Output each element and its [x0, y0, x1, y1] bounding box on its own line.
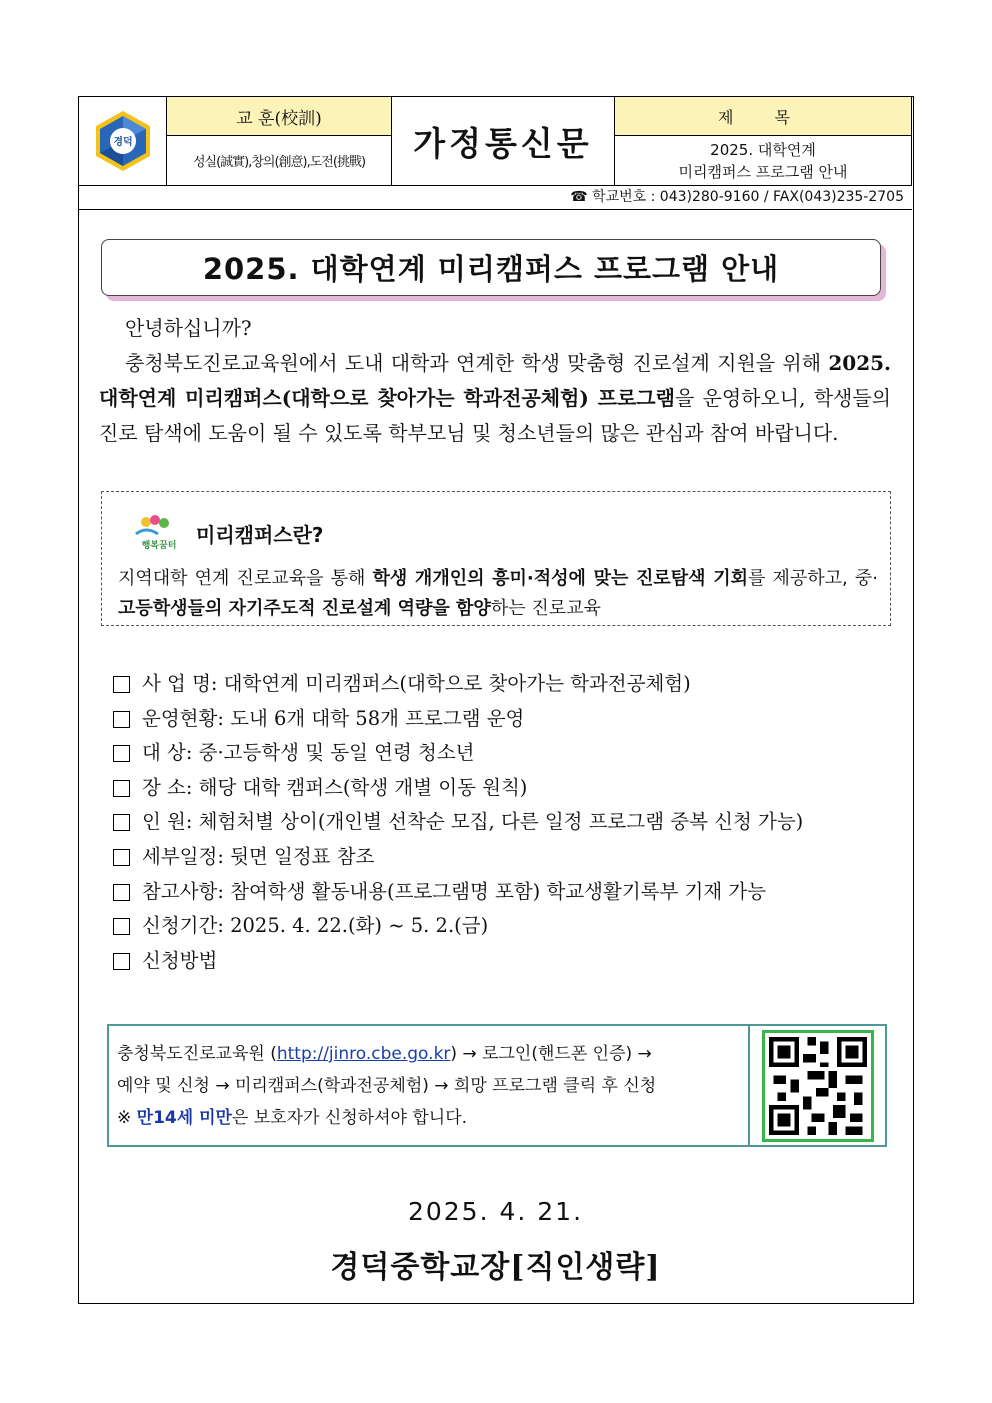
- def-text-bold-1: 학생 개개인의 흥미·적성에 맞는 진로탐색 기회: [372, 568, 748, 589]
- letter-header: [79, 97, 912, 186]
- checkbox-icon: [113, 780, 130, 797]
- apply-line-3: [117, 1102, 747, 1134]
- def-text-a: 지역대학 연계 진로교육을 통해: [118, 568, 373, 589]
- subject-label: 제 목: [615, 97, 911, 136]
- definition-heading: [128, 512, 324, 554]
- list-item: [113, 736, 893, 771]
- document-page: [78, 96, 914, 1304]
- apply-text: 충청북도진로교육원 (: [117, 1044, 277, 1064]
- logo-text: 행복꿈터: [141, 541, 177, 551]
- application-instructions: [117, 1038, 747, 1134]
- jinro-website-link[interactable]: http://jinro.cbe.go.kr: [276, 1044, 451, 1064]
- checkbox-icon: [113, 711, 130, 728]
- item-text: 세부일정: 뒷면 일정표 참조: [142, 844, 375, 868]
- apply-text: ※: [117, 1108, 137, 1128]
- checkbox-icon: [113, 849, 130, 866]
- subject-cell: [615, 97, 912, 185]
- document-title: 가정통신문: [392, 97, 615, 185]
- motto-label: 교 훈(校訓): [167, 97, 391, 136]
- age-limit-text: 만14세 미만: [136, 1108, 232, 1128]
- logo-text: 경덕: [112, 137, 133, 148]
- list-item: [113, 875, 893, 910]
- intro-section: [99, 311, 891, 451]
- list-item: [113, 944, 893, 979]
- subject-value: [615, 136, 911, 185]
- definition-text: [118, 564, 878, 624]
- item-text: 참고사항: 참여학생 활동내용(프로그램명 포함) 학교생활기록부 기재 가능: [142, 879, 767, 903]
- apply-text: ) → 로그인(핸드폰 인증) →: [450, 1044, 652, 1064]
- item-text: 신청기간: 2025. 4. 22.(화) ~ 5. 2.(금): [142, 914, 489, 938]
- motto-text: 성실(誠實),창의(創意),도전(挑戰): [192, 155, 366, 170]
- def-text-bold-2: 고등학생들의 자기주도적 진로설계 역량을 함양: [118, 598, 491, 619]
- school-logo-icon: [90, 108, 156, 174]
- intro-paragraph: [99, 346, 891, 451]
- miricampus-definition-box: [101, 491, 891, 626]
- intro-text-a: 충청북도진로교육원에서 도내 대학과 연계한 학생 맞춤형 진로설계 지원을 위해: [125, 351, 829, 375]
- checkbox-icon: [113, 745, 130, 762]
- motto-cell: [167, 97, 392, 185]
- item-text: 장 소: 해당 대학 캠퍼스(학생 개별 이동 원칙): [142, 775, 528, 799]
- issue-date: 2025. 4. 21.: [407, 1197, 584, 1226]
- list-item: [113, 702, 893, 737]
- list-item: [113, 805, 893, 840]
- item-text: 사 업 명: 대학연계 미리캠퍼스(대학으로 찾아가는 학과전공체험): [142, 672, 691, 695]
- intro-text-bold: 2025. 대학연계 미리캠퍼스(대학으로 찾아가는 학과전공체험) 프로그램: [99, 351, 891, 410]
- apply-line-1: [117, 1038, 747, 1070]
- banner-title: 2025. 대학연계 미리캠퍼스 프로그램 안내: [101, 239, 881, 296]
- item-text: 대 상: 중·고등학생 및 동일 연령 청소년: [142, 741, 475, 765]
- list-item: [113, 771, 893, 806]
- application-method-box: [107, 1024, 887, 1147]
- def-text-c: 하는 진로교육: [490, 598, 601, 619]
- qr-code-cell: [748, 1026, 885, 1145]
- item-text: 인 원: 체험처별 상이(개인별 선착순 모집, 다른 일정 프로그램 중복 신청 가능): [142, 810, 804, 834]
- school-logo-cell: [79, 97, 167, 185]
- checkbox-icon: [113, 884, 130, 901]
- checkbox-icon: [113, 953, 130, 970]
- subject-line-2: 미리캠퍼스 프로그램 안내: [678, 162, 848, 181]
- happy-dream-logo-icon: [128, 512, 190, 554]
- greeting: 안녕하십니까?: [125, 316, 252, 340]
- definition-heading-text: 미리캠퍼스란?: [196, 522, 324, 547]
- list-item: [113, 909, 893, 944]
- apply-line-2: 예약 및 신청 → 미리캠퍼스(학과전공체험) → 희망 프로그램 클릭 후 신청: [117, 1076, 657, 1096]
- list-item: [113, 667, 893, 702]
- item-text: 신청방법: [142, 948, 218, 972]
- def-text-b: 를 제공하고, 중·: [748, 568, 878, 589]
- intro-text-b: 을 운영하오니, 학생들의 진로 탐색에 도움이 될 수 있도록 학부모님 및 청소년들의 많은 관심과 참여 바랍니다.: [99, 386, 891, 445]
- principal-signature: 경덕중학교장[직인생략]: [330, 1250, 661, 1285]
- program-info-list: [113, 667, 893, 978]
- school-phone: ☎ 학교번호 : 043)280-9160 / FAX(043)235-2705: [79, 185, 912, 210]
- qr-code-icon[interactable]: [762, 1030, 874, 1142]
- subject-line-1: 2025. 대학연계: [710, 140, 816, 159]
- checkbox-icon: [113, 814, 130, 831]
- checkbox-icon: [113, 676, 130, 693]
- list-item: [113, 840, 893, 875]
- apply-text: 은 보호자가 신청하셔야 합니다.: [231, 1108, 468, 1128]
- item-text: 운영현황: 도내 6개 대학 58개 프로그램 운영: [142, 706, 525, 730]
- checkbox-icon: [113, 918, 130, 935]
